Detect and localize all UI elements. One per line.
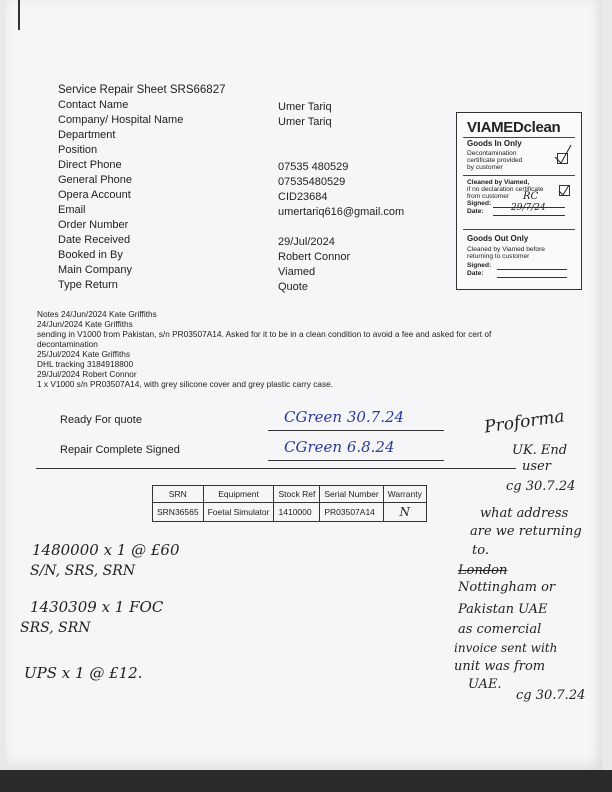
tick-mark-icon [557,183,571,197]
table-cell: PR03507A14 [320,503,383,522]
cleaned-line: Cleaned by Viamed, [467,179,530,186]
column-header: Equipment [203,486,274,503]
notes-line: 25/Jul/2024 Kate Griffiths [37,349,131,359]
goods-in-line: certificate provided [467,157,523,164]
ready-signature: CGreen 30.7.24 [284,408,405,426]
handwritten-note: what address [480,506,569,521]
signed-label: Signed: [467,200,492,207]
handwritten-note: 1430309 x 1 FOC [30,598,164,616]
handwritten-note: UAE. [468,677,502,692]
field-label: Email [58,204,86,216]
field-value: CID23684 [278,191,328,203]
notes-line: 29/Jul/2024 Robert Connor [37,369,137,379]
complete-signature-line [268,460,444,461]
field-value: Umer Tariq [278,101,332,113]
field-label: Main Company [58,264,132,276]
handwritten-note: cg 30.7.24 [516,688,586,703]
field-label: Company/ Hospital Name [58,114,184,126]
handwritten-note: Nottingham or [458,580,556,595]
table-row [153,503,427,522]
date-line [497,277,567,278]
signed-initials: RC [523,191,539,202]
table-cell: N [383,503,426,522]
field-value: 29/Jul/2024 [278,236,335,248]
ready-for-quote-label: Ready For quote [60,414,142,426]
field-label: Department [58,129,116,141]
ready-signature-line [268,430,444,431]
cleaned-line: from customer [467,193,510,200]
field-value: Quote [278,281,308,293]
handwritten-note-struck: London [458,563,508,578]
table-cell: Foetal Simulator [203,503,274,522]
handwritten-note: Pakistan UAE [458,602,548,617]
field-label: General Phone [58,174,132,186]
date-handwritten: 29/7/24 [511,203,546,213]
goods-in-line: by customer [467,164,503,171]
date-label: Date: [467,208,484,215]
viamedclean-logo: VIAMEDclean [467,119,561,136]
table-cell: SRN36565 [153,503,204,522]
goods-in-title: Goods In Only [467,139,522,148]
handwritten-note: as comercial [458,622,542,637]
handwritten-note: SRS, SRN [20,620,91,636]
paper-edge-mark [18,0,20,30]
column-header: Warranty [383,486,426,503]
cleaned-line: if no declaration certificate [467,186,544,193]
decontamination-box [456,112,582,290]
field-label: Contact Name [58,99,129,111]
divider [463,175,575,176]
handwritten-note: S/N, SRS, SRN [30,563,136,579]
column-header: Stock Ref [274,486,320,503]
srn-table [152,485,427,522]
table-header-row [153,486,427,503]
field-label: Position [58,144,98,156]
out-signed-label: Signed: [467,262,492,269]
notes-line: decontamination [37,339,98,349]
notes-line: DHL tracking 3184918800 [37,359,134,369]
repair-complete-label: Repair Complete Signed [60,444,180,456]
table-cell: 1410000 [274,503,320,522]
field-label: Date Received [58,234,131,246]
complete-signature: CGreen 6.8.24 [284,438,395,456]
field-value: 07535 480529 [278,161,349,173]
notes-line: 1 x V1000 s/n PR03507A14, with grey silicone cover and grey plastic carry case. [37,379,334,389]
out-date-label: Date: [467,270,484,277]
sheet-title: Service Repair Sheet SRS66827 [58,84,226,96]
background-surface [0,770,612,792]
column-header: SRN [153,486,204,503]
section-divider [36,468,516,469]
handwritten-note: invoice sent with [454,641,558,655]
goods-out-line: Cleaned by Viamed before [467,246,545,253]
field-value: Robert Connor [278,251,351,263]
signature-line [497,269,567,270]
field-value: Viamed [278,266,316,278]
field-label: Opera Account [58,189,131,201]
goods-out-title: Goods Out Only [467,234,529,243]
field-value: umertariq616@gmail.com [278,206,405,218]
divider [463,137,575,138]
handwritten-note: 1480000 x 1 @ £60 [32,541,180,559]
goods-out-line: returning to customer [467,253,530,260]
field-label: Booked in By [58,249,123,261]
date-line [493,215,565,216]
handwritten-note: cg 30.7.24 [506,479,576,494]
field-label: Direct Phone [58,159,122,171]
notes-line: Notes 24/Jun/2024 Kate Griffiths [37,309,157,319]
divider [463,229,575,230]
handwritten-note: to. [472,543,489,558]
handwritten-note: UPS x 1 @ £12. [24,664,143,682]
notes-line: 24/Jun/2024 Kate Griffiths [37,319,133,329]
handwritten-note: user [522,459,551,474]
handwritten-note: UK. End [512,443,568,458]
field-label: Order Number [58,219,129,231]
field-label: Type Return [58,279,118,291]
tick-mark-icon [553,143,573,165]
notes-line: sending in V1000 from Pakistan, s/n PR03507A14. Asked for it to be in a clean condition to avoid a fee and asked for cert of [37,329,492,339]
column-header: Serial Number [320,486,383,503]
field-value: Umer Tariq [278,116,332,128]
handwritten-note: are we returning [470,524,582,539]
goods-in-line: Decontamination [467,150,517,157]
handwritten-note: Proforma [483,406,566,438]
field-value: 07535480529 [278,176,346,188]
handwritten-note: unit was from [454,659,546,674]
